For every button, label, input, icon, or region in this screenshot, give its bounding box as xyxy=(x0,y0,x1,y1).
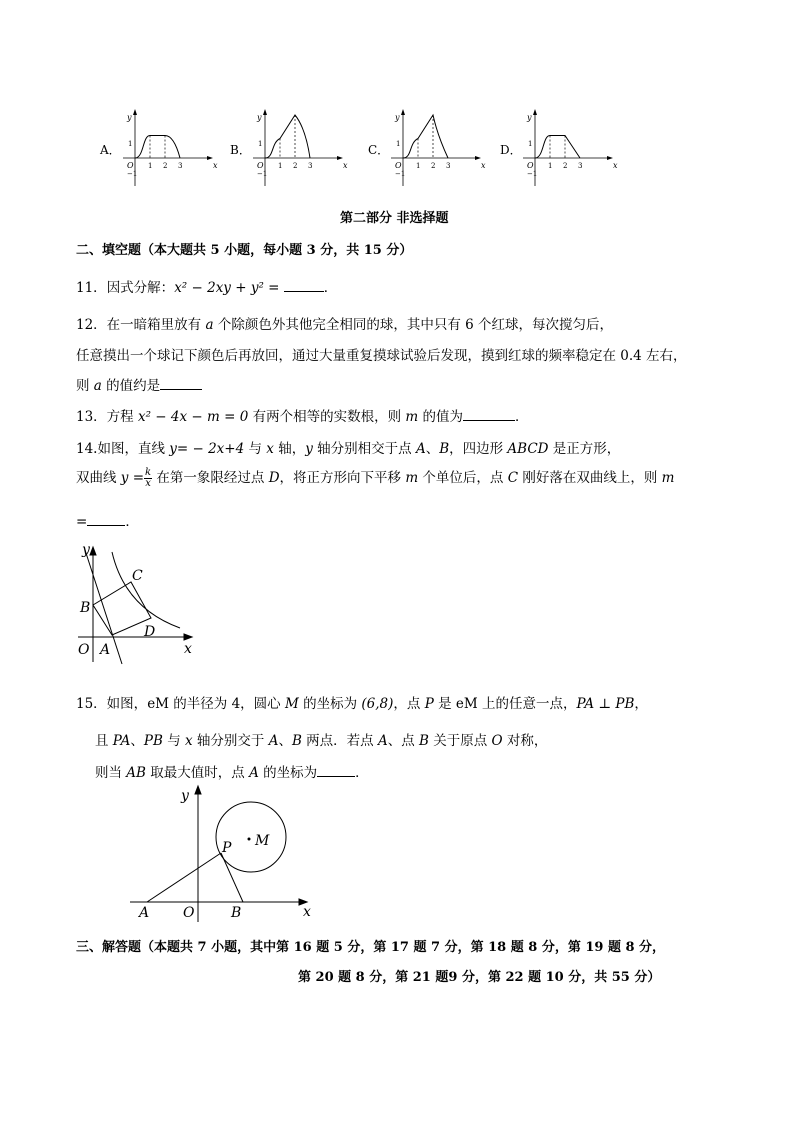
fig15-label-x: x xyxy=(303,904,311,920)
q11-number: 11． xyxy=(76,280,107,296)
q14-var-y: y xyxy=(305,441,313,457)
q14-point-d: D xyxy=(268,470,280,486)
option-b-neg1-label: −1 xyxy=(257,170,268,178)
option-a-x-arrow xyxy=(207,156,213,160)
fig15-segment-pb xyxy=(221,853,243,902)
q15-text-m: 关于原点 xyxy=(428,733,492,749)
option-d-origin-label: O xyxy=(527,161,534,170)
option-c-y1-label: 1 xyxy=(396,140,401,148)
option-c-x-arrow xyxy=(475,156,481,160)
q15-text-b: 的半径为 4，圆心 xyxy=(169,696,285,712)
option-d-x-arrow xyxy=(607,156,613,160)
q15-circle-m: eM xyxy=(147,696,169,712)
q13-mid: 有两个相等的实数根，则 xyxy=(248,409,406,425)
option-a-y1-label: 1 xyxy=(128,140,133,148)
q12-answer-blank[interactable] xyxy=(160,377,202,390)
fig15-label-p: P xyxy=(222,840,232,856)
option-d-x-label: x xyxy=(613,161,618,170)
q15-text-p: 取最大值时，点 xyxy=(145,765,250,781)
q12-var-a: a xyxy=(205,317,214,333)
option-a-curve xyxy=(135,136,180,159)
section2-header: 二、填空题（本大题共 5 小题，每小题 3 分，共 15 分） xyxy=(76,243,413,258)
fig14-square-abcd xyxy=(93,582,151,635)
question-14-line2 xyxy=(76,466,674,489)
q12-text-b: 个除颜色外其他完全相同的球，其中只有 6 个红球，每次搅匀后， xyxy=(213,317,614,333)
q14-var-x: x xyxy=(266,441,274,457)
q14-text-c: 轴， xyxy=(273,441,306,457)
option-d-x3-label: 3 xyxy=(578,162,583,170)
q15-sep: 、 xyxy=(130,733,144,749)
option-graphs-svg xyxy=(0,100,794,195)
question-14-line3 xyxy=(76,510,139,530)
q15-a-2: A xyxy=(377,733,388,749)
figure-q15 xyxy=(125,782,325,922)
option-a-neg1-label: −1 xyxy=(127,170,138,178)
option-b-curve xyxy=(265,115,310,158)
q15-pb: PB xyxy=(143,733,163,749)
q15-text-c: 的坐标为 xyxy=(298,696,362,712)
q12-text-a: 12．在一暗箱里放有 xyxy=(76,317,206,333)
option-a-x2-label: 2 xyxy=(163,162,168,170)
q14-abcd: ABCD xyxy=(507,441,549,457)
q14-text-i: ，将正方形向下平移 xyxy=(279,470,406,486)
q14-text-b: 与 xyxy=(244,441,267,457)
option-b-y-label: y xyxy=(257,113,262,122)
q15-text-k: 两点．若点 xyxy=(301,733,378,749)
option-b-y1-label: 1 xyxy=(258,140,263,148)
fig15-label-a: A xyxy=(139,905,150,921)
option-b-x-label: x xyxy=(343,161,348,170)
fig14-label-c: C xyxy=(132,568,143,584)
q15-o: O xyxy=(491,733,503,749)
fig15-circle-m xyxy=(216,802,286,872)
q14-var-m-2: m xyxy=(661,470,675,486)
q11-end: ． xyxy=(323,280,338,296)
q15-text-f: 上的任意一点， xyxy=(477,696,577,712)
q13-answer-blank[interactable] xyxy=(463,408,515,421)
q11-text: 因式分解： xyxy=(106,280,175,296)
fig14-label-a: A xyxy=(100,642,111,658)
option-c-curve xyxy=(403,115,448,158)
option-c-x1-label: 1 xyxy=(416,162,421,170)
fig14-hyperbola xyxy=(112,552,180,628)
q14-text-a: 14.如图，直线 xyxy=(76,441,170,457)
q15-text-h: 与 xyxy=(162,733,185,749)
option-c-x3-label: 3 xyxy=(446,162,451,170)
q14-point-c: C xyxy=(507,470,519,486)
q12-text-d: 的值约是 xyxy=(101,378,161,394)
fig14-y-arrow xyxy=(90,547,96,555)
q13-number: 13．方程 xyxy=(76,409,138,425)
q13-end: 的值为 xyxy=(418,409,463,425)
q14-text-d: 轴分别相交于点 xyxy=(312,441,416,457)
option-a-y-arrow xyxy=(133,109,137,115)
section3-header-line2: 第 20 题 8 分，第 21 题9 分，第 22 题 10 分，共 55 分） xyxy=(298,970,661,985)
q13-dot: ． xyxy=(515,409,529,425)
q15-a-3: A xyxy=(249,765,259,781)
option-d-x2-label: 2 xyxy=(563,162,568,170)
question-15-line2 xyxy=(95,729,547,749)
question-12-line1 xyxy=(76,313,613,333)
option-a-x-label: x xyxy=(213,161,218,170)
fig15-label-b: B xyxy=(231,905,242,921)
fig14-label-o: O xyxy=(78,642,90,658)
q12-var-a-2: a xyxy=(93,378,102,394)
q15-ab: AB xyxy=(126,765,146,781)
q14-fraction xyxy=(144,468,152,489)
q12-text-c: 则 xyxy=(76,378,94,394)
fig15-center-dot xyxy=(248,838,251,841)
q14-text-g: 双曲线 xyxy=(76,470,121,486)
q15-m: M xyxy=(284,696,299,712)
option-c-x-label: x xyxy=(481,161,486,170)
q15-answer-blank[interactable] xyxy=(317,764,355,777)
fig14-label-y: y xyxy=(82,542,90,558)
option-d-y-label: y xyxy=(527,113,532,122)
q15-a: A xyxy=(268,733,279,749)
fig15-y-arrow xyxy=(195,786,201,794)
question-13 xyxy=(76,405,529,425)
q15-b: B xyxy=(291,733,302,749)
q14-y-eq: y = xyxy=(120,470,145,486)
q15-p: P xyxy=(424,696,434,712)
question-15-line1: 15．如图，eM 的半径为 4，圆心 M 的坐标为 (6,8)，点 P 是 eM 上的任意一点，PA ⊥ PB， xyxy=(76,696,648,712)
part2-title: 第二部分 非选择题 xyxy=(340,211,449,226)
option-c-y-arrow xyxy=(401,109,405,115)
q13-var-m: m xyxy=(405,409,419,425)
figure-q14 xyxy=(70,540,205,665)
q14-text-f: 是正方形， xyxy=(548,441,621,457)
q15-perp: PA ⊥ PB xyxy=(576,696,635,712)
fig15-label-o: O xyxy=(183,905,195,921)
section3-header-line1: 三、解答题（本题共 7 小题，其中第 16 题 5 分，第 17 题 7 分，第 18 题 8 分，第 19 题 8 分， xyxy=(76,940,666,955)
option-c-x2-label: 2 xyxy=(431,162,436,170)
option-c-y-label: y xyxy=(395,113,400,122)
q15-dot: ． xyxy=(355,765,369,781)
option-a-x1-label: 1 xyxy=(148,162,153,170)
fig15-label-m: M xyxy=(255,833,270,849)
q14-text-k: 刚好落在双曲线上，则 xyxy=(518,470,662,486)
q14-var-m: m xyxy=(405,470,419,486)
q14-text-e: ，四边形 xyxy=(449,441,508,457)
q14-equation: y= − 2x+4 xyxy=(169,441,245,457)
q14-equals: = xyxy=(76,514,88,530)
q14-dot: ． xyxy=(125,514,139,530)
q14-point-b: B xyxy=(439,441,450,457)
q15-text-d: ，点 xyxy=(393,696,425,712)
question-12-line3 xyxy=(76,374,202,394)
q15-text-n: 对称， xyxy=(502,733,548,749)
q14-answer-blank[interactable] xyxy=(87,513,125,526)
q15-x: x xyxy=(185,733,193,749)
option-d-x1-label: 1 xyxy=(548,162,553,170)
q11-expression: x² − 2xy + y² = xyxy=(174,280,284,296)
q14-text-h: 在第一象限经过点 xyxy=(152,470,269,486)
q15-coord: (6,8) xyxy=(361,696,394,712)
q15-text-a: 15．如图， xyxy=(76,696,148,712)
q14-k: k xyxy=(145,467,152,478)
option-b-x-arrow xyxy=(337,156,343,160)
fig14-label-d: D xyxy=(144,624,156,640)
question-12-line2: 任意摸出一个球记下颜色后再放回，通过大量重复摸球试验后发现，摸到红球的频率稳定在 0.4 左右， xyxy=(76,348,687,364)
q15-b-2: B xyxy=(419,733,429,749)
q15-text-i: 轴分别交于 xyxy=(192,733,269,749)
option-b-x3-label: 3 xyxy=(308,162,313,170)
option-b-origin-label: O xyxy=(257,161,264,170)
option-c-origin-label: O xyxy=(395,161,402,170)
q15-circle-m-2: eM xyxy=(455,696,478,712)
fig14-label-b: B xyxy=(80,600,91,616)
q15-text-o: 则当 xyxy=(95,765,127,781)
option-b-x2-label: 2 xyxy=(293,162,298,170)
option-a-y-label: y xyxy=(127,113,132,122)
option-b-y-arrow xyxy=(263,109,267,115)
fig15-label-y: y xyxy=(181,788,189,804)
option-b-x1-label: 1 xyxy=(278,162,283,170)
q15-text-g: 且 xyxy=(95,733,113,749)
q15-text-j: 、 xyxy=(278,733,292,749)
q14-text-j: 个单位后，点 xyxy=(418,470,508,486)
q14-point-a: A xyxy=(415,441,426,457)
option-d-y-arrow xyxy=(533,109,537,115)
fig14-x-arrow xyxy=(184,634,192,640)
option-d-curve xyxy=(535,136,580,159)
q15-text-q: 的坐标为 xyxy=(258,765,318,781)
option-c-neg1-label: −1 xyxy=(395,170,406,178)
question-14-line1: 14.如图，直线 y= − 2x+4 与 x 轴，y 轴分别相交于点 A、B，四边形 ABCD 是正方形， xyxy=(76,441,621,457)
q13-expression: x² − 4x − m = 0 xyxy=(137,409,249,425)
option-c-label: C． xyxy=(368,143,390,157)
option-graphs xyxy=(0,100,794,195)
q15-text-e: 是 xyxy=(433,696,456,712)
option-d-y1-label: 1 xyxy=(528,140,533,148)
question-15-line3 xyxy=(95,761,369,781)
option-b-label: B． xyxy=(230,143,251,157)
question-11 xyxy=(76,276,337,296)
q15-pa: PA xyxy=(112,733,131,749)
option-a-label: A． xyxy=(100,143,121,157)
fig15-segment-pa xyxy=(147,853,221,902)
option-a-origin-label: O xyxy=(127,161,134,170)
q11-answer-blank[interactable] xyxy=(284,279,324,292)
option-a-x3-label: 3 xyxy=(178,162,183,170)
q14-x-den: x xyxy=(145,478,151,489)
option-d-label: D． xyxy=(500,143,522,157)
option-d-neg1-label: −1 xyxy=(527,170,538,178)
q15-text-l: 、点 xyxy=(387,733,420,749)
fig14-label-x: x xyxy=(184,641,192,657)
